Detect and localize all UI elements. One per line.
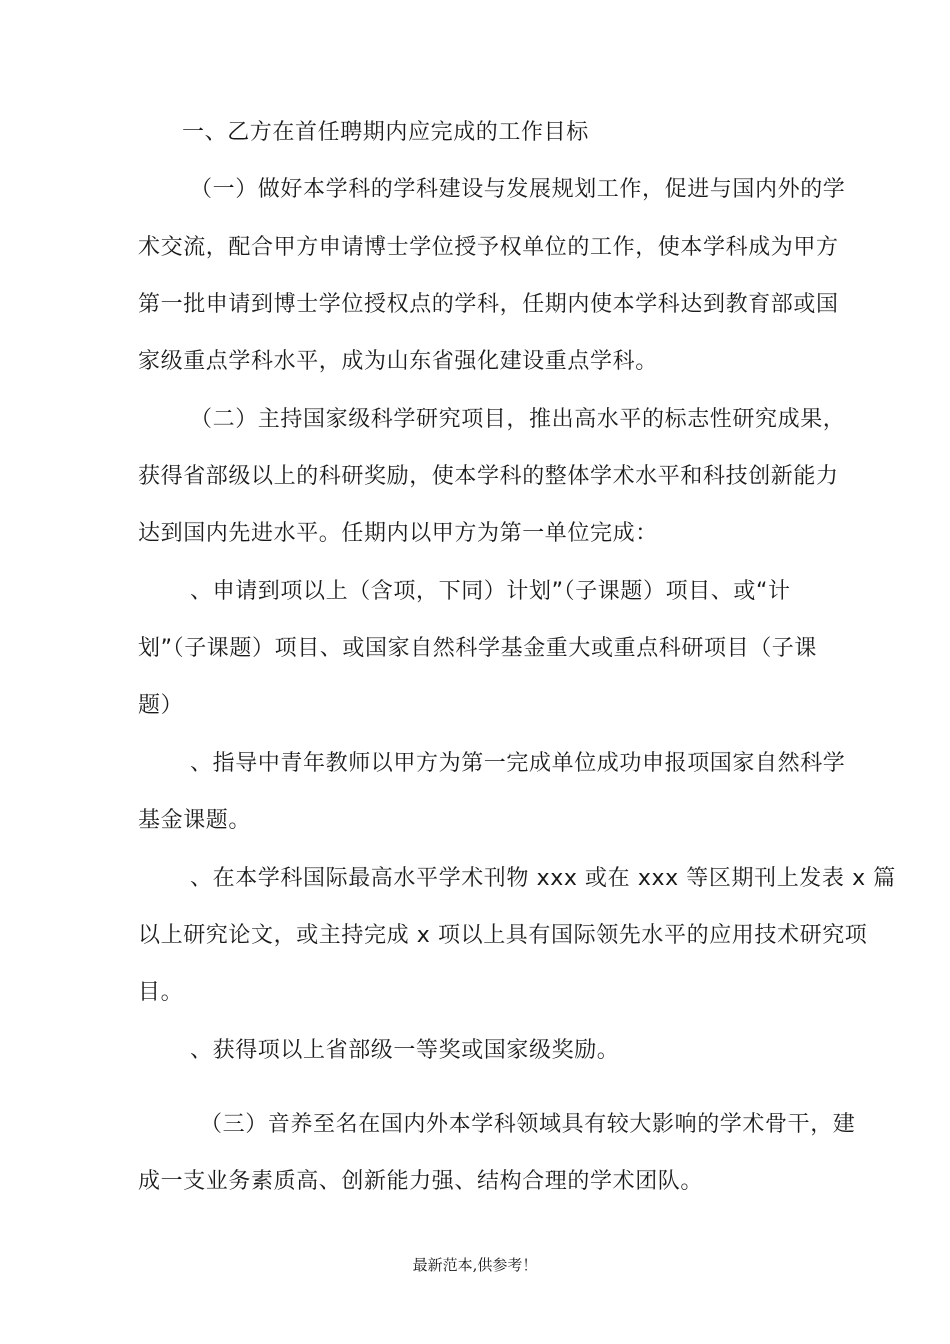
list-item-line: 基金课题。 [138, 808, 252, 833]
paragraph-line: （二）主持国家级科学研究项目，推出高水平的标志性研究成果， [190, 407, 846, 432]
list-item-line: 、在本学科国际最高水平学术刊物 xxx 或在 xxx 等区期刊上发表 x 篇 [190, 866, 896, 891]
paragraph-line: 达到国内先进水平。任期内以甲方为第一单位完成： [138, 521, 658, 546]
page-footer: 最新范本,供参考！ [412, 1256, 538, 1274]
section-heading: 一、乙方在首任聘期内应完成的工作目标 [182, 120, 589, 145]
list-item-line: 题） [138, 693, 184, 718]
list-item-line: 以上研究论文，或主持完成 x 项以上具有国际领先水平的应用技术研究项 [138, 923, 868, 948]
paragraph-line: 获得省部级以上的科研奖励，使本学科的整体学术水平和科技创新能力 [138, 464, 839, 489]
paragraph-line: 术交流，配合甲方申请博士学位授予权单位的工作，使本学科成为甲方 [138, 235, 839, 260]
paragraph-line: （三）音养至名在国内外本学科领域具有较大影响的学术骨干，建 [200, 1112, 856, 1137]
paragraph-line: 家级重点学科水平，成为山东省强化建设重点学科。 [138, 349, 658, 374]
list-item-line: 、指导中青年教师以甲方为第一完成单位成功申报项国家自然科学 [190, 751, 846, 776]
paragraph-line: 成一支业务素质高、创新能力强、结构合理的学术团队。 [138, 1169, 704, 1194]
list-item-line: 目。 [138, 980, 184, 1005]
paragraph-line: 第一批申请到博士学位授权点的学科，任期内使本学科达到教育部或国 [138, 292, 839, 317]
paragraph-line: （一）做好本学科的学科建设与发展规划工作，促进与国内外的学 [190, 177, 846, 202]
list-item-line: 、申请到项以上（含项，下同）计划”（子课题）项目、或“计 [190, 579, 791, 604]
list-item-line: 划”（子课题）项目、或国家自然科学基金重大或重点科研项目（子课 [138, 636, 817, 661]
list-item-line: 、获得项以上省部级一等奖或国家级奖励。 [190, 1038, 620, 1063]
